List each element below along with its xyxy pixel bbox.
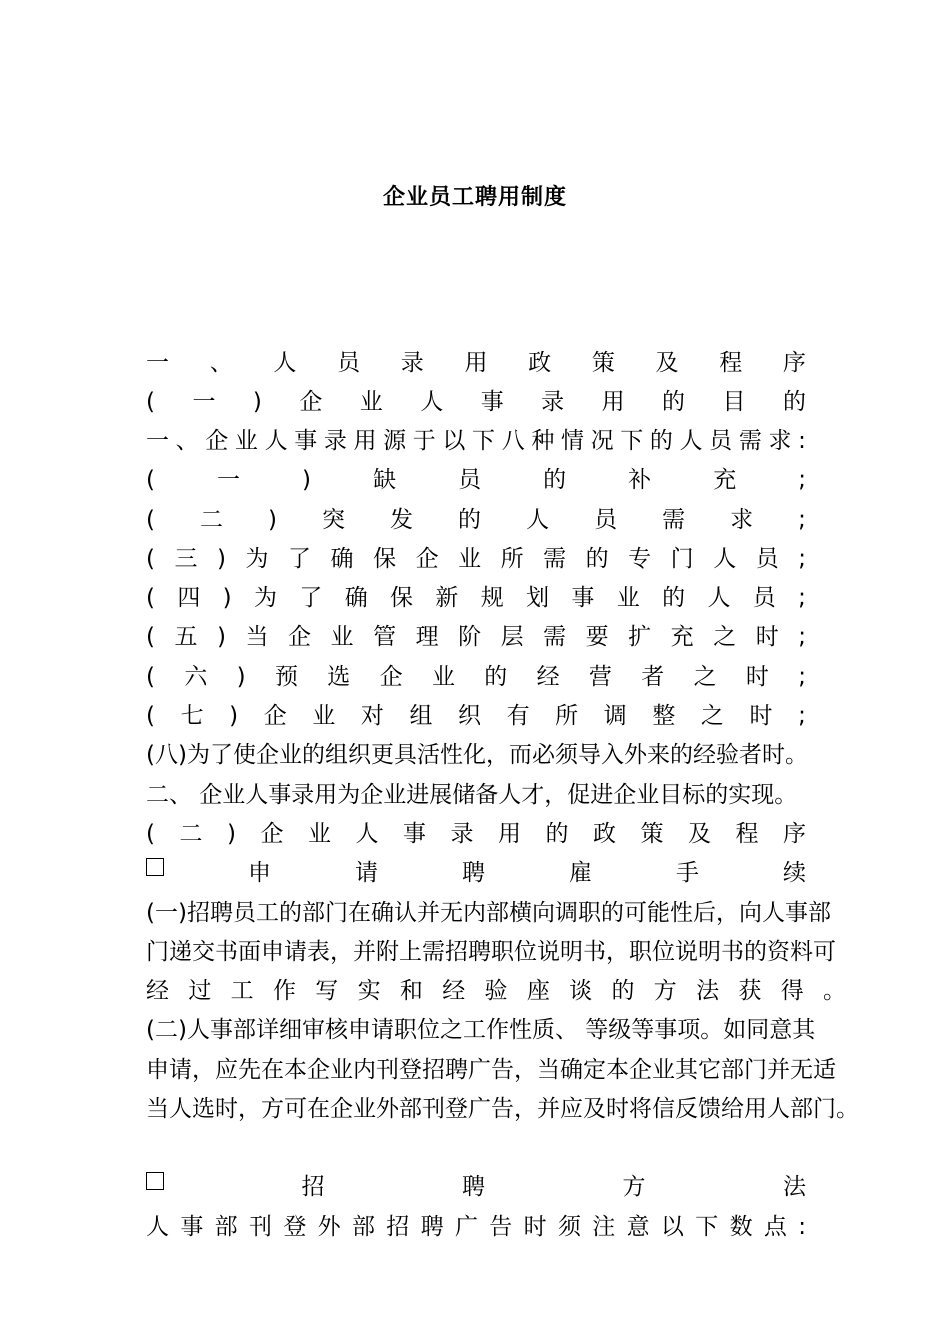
text-line: ( 二 ) 企 业 人 事 录 用 的 政 策 及 程 序	[146, 821, 806, 847]
text-line: ( 七 ) 企 业 对 组 织 有 所 调 整 之 时 ;	[146, 703, 806, 729]
text-line: ( 二 ) 突 发 的 人 员 需 求 ;	[146, 507, 806, 533]
text-line: 人 事 部 刊 登 外 部 招 聘 广 告 时 须 注 意 以 下 数 点 :	[146, 1214, 806, 1240]
document-title: 企业员工聘用制度	[382, 185, 567, 210]
text-line: 招 聘 方 法	[146, 1172, 806, 1202]
text-line: 当人选时，方可在企业外部刊登广告，并应及时将信反馈给用人部门。	[146, 1096, 859, 1122]
text-line: (一)招聘员工的部门在确认并无内部横向调职的可能性后，向人事部	[146, 900, 831, 926]
text-line: ( 一 ) 企 业 人 事 录 用 的 目 的	[146, 389, 806, 415]
checkbox-square-icon	[146, 858, 164, 876]
text-line: 申请，应先在本企业内刊登招聘广告，当确定本企业其它部门并无适	[146, 1057, 836, 1083]
text-line: ( 五 ) 当 企 业 管 理 阶 层 需 要 扩 充 之 时 ;	[146, 624, 806, 650]
text-line: 申 请 聘 雇 手 续	[146, 858, 806, 888]
text-line: (二)人事部详细审核申请职位之工作性质、 等级等事项。如同意其	[146, 1017, 816, 1043]
text-line: ( 六 ) 预 选 企 业 的 经 营 者 之 时 ;	[146, 664, 806, 690]
text-line: 一 、 企 业 人 事 录 用 源 于 以 下 八 种 情 况 下 的 人 员 需 求 :	[146, 428, 806, 454]
checkbox-square-icon	[146, 1172, 164, 1190]
text-line: (八)为了使企业的组织更具活性化，而必须导入外来的经验者时。	[146, 742, 808, 768]
text-line: ( 一 ) 缺 员 的 补 充 ;	[146, 467, 806, 493]
text-line: ( 四 ) 为 了 确 保 新 规 划 事 业 的 人 员 ;	[146, 585, 806, 611]
text-line: 二、 企业人事录用为企业进展储备人才，促进企业目标的实现。	[146, 782, 798, 808]
text-line: 门递交书面申请表，并附上需招聘职位说明书，职位说明书的资料可	[146, 939, 836, 965]
text-line: 一 、 人 员 录 用 政 策 及 程 序	[146, 350, 806, 376]
text-line: 经 过 工 作 写 实 和 经 验 座 谈 的 方 法 获 得 。	[146, 978, 846, 1004]
text-line: ( 三 ) 为 了 确 保 企 业 所 需 的 专 门 人 员 ;	[146, 546, 806, 572]
